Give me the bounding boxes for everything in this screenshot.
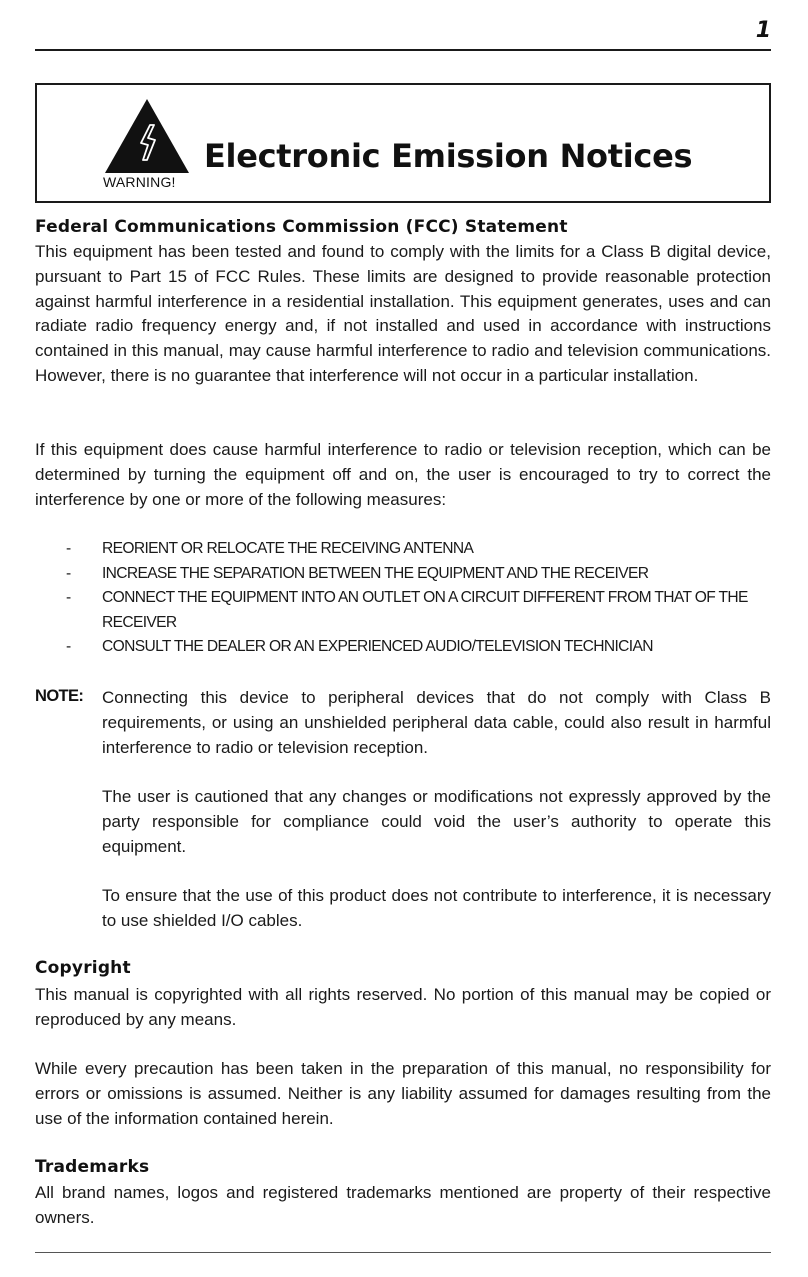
warning-label: WARNING! (103, 174, 176, 190)
bullet-dash: - (66, 540, 71, 557)
copyright-heading: Copyright (35, 958, 131, 978)
manual-page (35, 0, 771, 1277)
bottom-divider (35, 1252, 771, 1253)
measure-text: CONSULT THE DEALER OR AN EXPERIENCED AUDIO/TELEVISION TECHNICIAN (102, 638, 653, 656)
measure-text: REORIENT OR RELOCATE THE RECEIVING ANTENNA (102, 540, 474, 557)
fcc-measures-list (35, 537, 771, 660)
bullet-dash: - (66, 589, 71, 607)
page-number: 1 (755, 18, 771, 43)
bullet-dash: - (66, 564, 71, 582)
note-paragraph-3: To ensure that the use of this product does not contribute to interference, it is necessary to use shielded I/O cables. (102, 886, 771, 930)
note-label: NOTE: (35, 687, 84, 705)
measure-text: INCREASE THE SEPARATION BETWEEN THE EQUIPMENT AND THE RECEIVER (102, 564, 649, 582)
note-paragraph-1: Connecting this device to peripheral devices that do not comply with Class B requirements, or using an unshielded peripheral data cable, could also result in harmful interference to radio or television reception. (102, 688, 771, 757)
bullet-dash: - (66, 638, 71, 656)
list-item (35, 562, 771, 587)
title-box (35, 83, 771, 203)
copyright-paragraph-2: While every precaution has been taken in the preparation of this manual, no responsibility for errors or omissions is assumed. Neither is any liability assumed for damages resulting from the use of the information contained herein. (35, 1059, 771, 1128)
fcc-paragraph-2: If this equipment does cause harmful interference to radio or television reception, which can be determined by turning the equipment off and on, the user is encouraged to try to correct the interference by one or more of the following measures: (35, 440, 771, 509)
trademarks-paragraph: All brand names, logos and registered trademarks mentioned are property of their respective owners. (35, 1183, 771, 1227)
note-paragraph-2: The user is cautioned that any changes or modifications not expressly approved by the party responsible for compliance could void the user’s authority to operate this equipment. (102, 787, 771, 856)
list-item (35, 586, 771, 635)
top-divider (35, 49, 771, 51)
warning-lightning-triangle-icon (103, 97, 191, 175)
trademarks-heading: Trademarks (35, 1157, 150, 1177)
list-item (35, 635, 771, 660)
list-item (35, 537, 771, 562)
fcc-paragraph-1: This equipment has been tested and found to comply with the limits for a Class B digital device, pursuant to Part 15 of FCC Rules. These limits are designed to provide reasonable protection against harmful interference in a residential installation. This equipment generates, uses and can radiate radio frequency energy and, if not installed and used in accordance with instructions contained in this manual, may cause harmful interference to radio and television communications. However, there is no guarantee that interference will not occur in a particular installation. (35, 242, 771, 385)
fcc-heading: Federal Communications Commission (FCC) Statement (35, 217, 568, 237)
measure-text: CONNECT THE EQUIPMENT INTO AN OUTLET ON A CIRCUIT DIFFERENT FROM THAT OF THE RECEIVER (102, 589, 748, 631)
page-title: Electronic Emission Notices (204, 137, 693, 175)
copyright-paragraph-1: This manual is copyrighted with all rights reserved. No portion of this manual may be copied or reproduced by any means. (35, 985, 771, 1029)
